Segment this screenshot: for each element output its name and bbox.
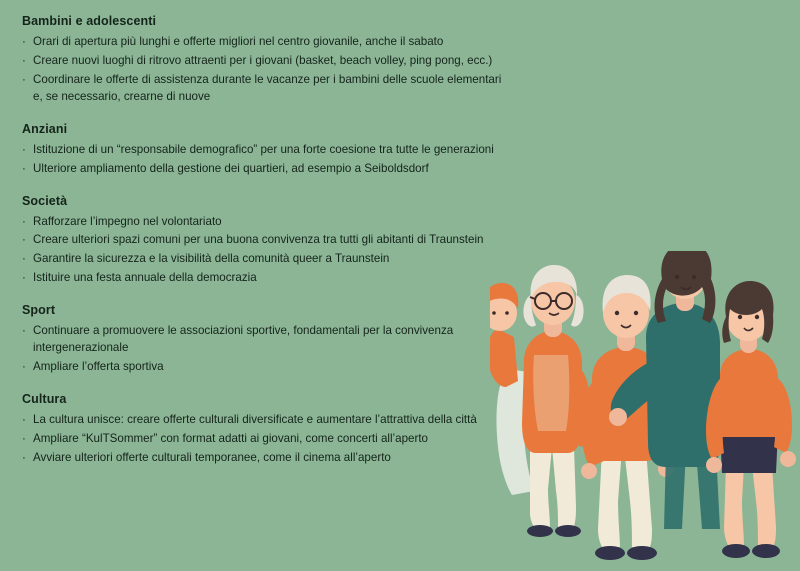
bullet-marker: ·	[22, 35, 26, 48]
section-title: Cultura	[22, 391, 67, 406]
list-item	[22, 359, 502, 376]
list-item-text: Istituire una festa annuale della democrazia	[33, 271, 257, 285]
list-item	[22, 232, 502, 249]
bullet-marker: ·	[22, 72, 26, 86]
section-sport	[22, 303, 502, 376]
list-item-text: Orari di apertura più lunghi e offerte migliori nel centro giovanile, anche il sabato	[33, 35, 444, 48]
list-item-text: Creare ulteriori spazi comuni per una buona convivenza tra tutti gli abitanti di Traunstein	[33, 233, 484, 247]
list-item-text: Ulteriore ampliamento della gestione dei quartieri, ad esempio a Seiboldsdorf	[33, 161, 429, 175]
figure-girl-right	[706, 281, 796, 558]
section-title: Anziani	[22, 121, 68, 136]
bullet-marker: ·	[22, 271, 26, 285]
section-title: Bambini e adolescenti	[22, 14, 157, 28]
list-item	[22, 161, 502, 178]
bullet-marker: ·	[22, 431, 26, 445]
list-item	[22, 450, 502, 467]
bullet-marker: ·	[22, 142, 26, 156]
list-item	[22, 142, 502, 159]
section-anziani	[22, 122, 502, 178]
list-item-text: Rafforzare l’impegno nel volontariato	[33, 214, 222, 228]
list-item-text: Istituzione di un “responsabile demografico” per una forte coesione tra tutte le generazioni	[33, 142, 494, 156]
family-group-illustration	[490, 251, 800, 571]
list-item-text: Continuare a promuovere le associazioni sportive, fondamentali per la convivenza intergenerazionale	[33, 324, 454, 355]
list-item-text: Creare nuovi luoghi di ritrovo attraenti per i giovani (basket, beach volley, ping pong, ecc.)	[33, 53, 493, 67]
list-item	[22, 251, 502, 268]
list-item	[22, 412, 502, 429]
section-title: Società	[22, 193, 68, 208]
bullet-marker: ·	[22, 161, 26, 175]
list-item	[22, 72, 502, 106]
list-item-text: La cultura unisce: creare offerte culturali diversificate e aumentare l’attrattiva della città	[33, 412, 477, 426]
list-item-text: Ampliare l’offerta sportiva	[33, 360, 164, 374]
list-item	[22, 323, 502, 357]
section-title: Sport	[22, 303, 56, 318]
bullet-marker: ·	[22, 252, 26, 266]
list-item-text: Coordinare le offerte di assistenza durante le vacanze per i bambini delle scuole elementari e, se necessario, crearne di nuove	[33, 72, 502, 103]
list-item	[22, 431, 502, 448]
bullet-marker: ·	[22, 412, 26, 426]
list-item	[22, 214, 502, 231]
bullet-marker: ·	[22, 233, 26, 247]
bullet-marker: ·	[22, 450, 26, 464]
list-item	[22, 34, 502, 51]
bullet-marker: ·	[22, 324, 26, 338]
list-item-text: Ampliare “KulTSommer” con format adatti ai giovani, come concerti all’aperto	[33, 431, 428, 445]
list-item	[22, 53, 502, 70]
list-item	[22, 270, 502, 287]
bullet-marker: ·	[22, 214, 26, 228]
bullet-marker: ·	[22, 53, 26, 67]
figure-toddler	[490, 283, 518, 387]
section-bambini-e-adolescenti	[22, 14, 502, 106]
list-item-text: Avviare ulteriori offerte culturali temporanee, come il cinema all’aperto	[33, 450, 391, 464]
list-item-text: Garantire la sicurezza e la visibilità della comunità queer a Traunstein	[33, 252, 390, 266]
section-cultura	[22, 392, 502, 467]
section-societa	[22, 194, 502, 288]
document-body	[22, 14, 502, 469]
bullet-marker: ·	[22, 360, 26, 374]
